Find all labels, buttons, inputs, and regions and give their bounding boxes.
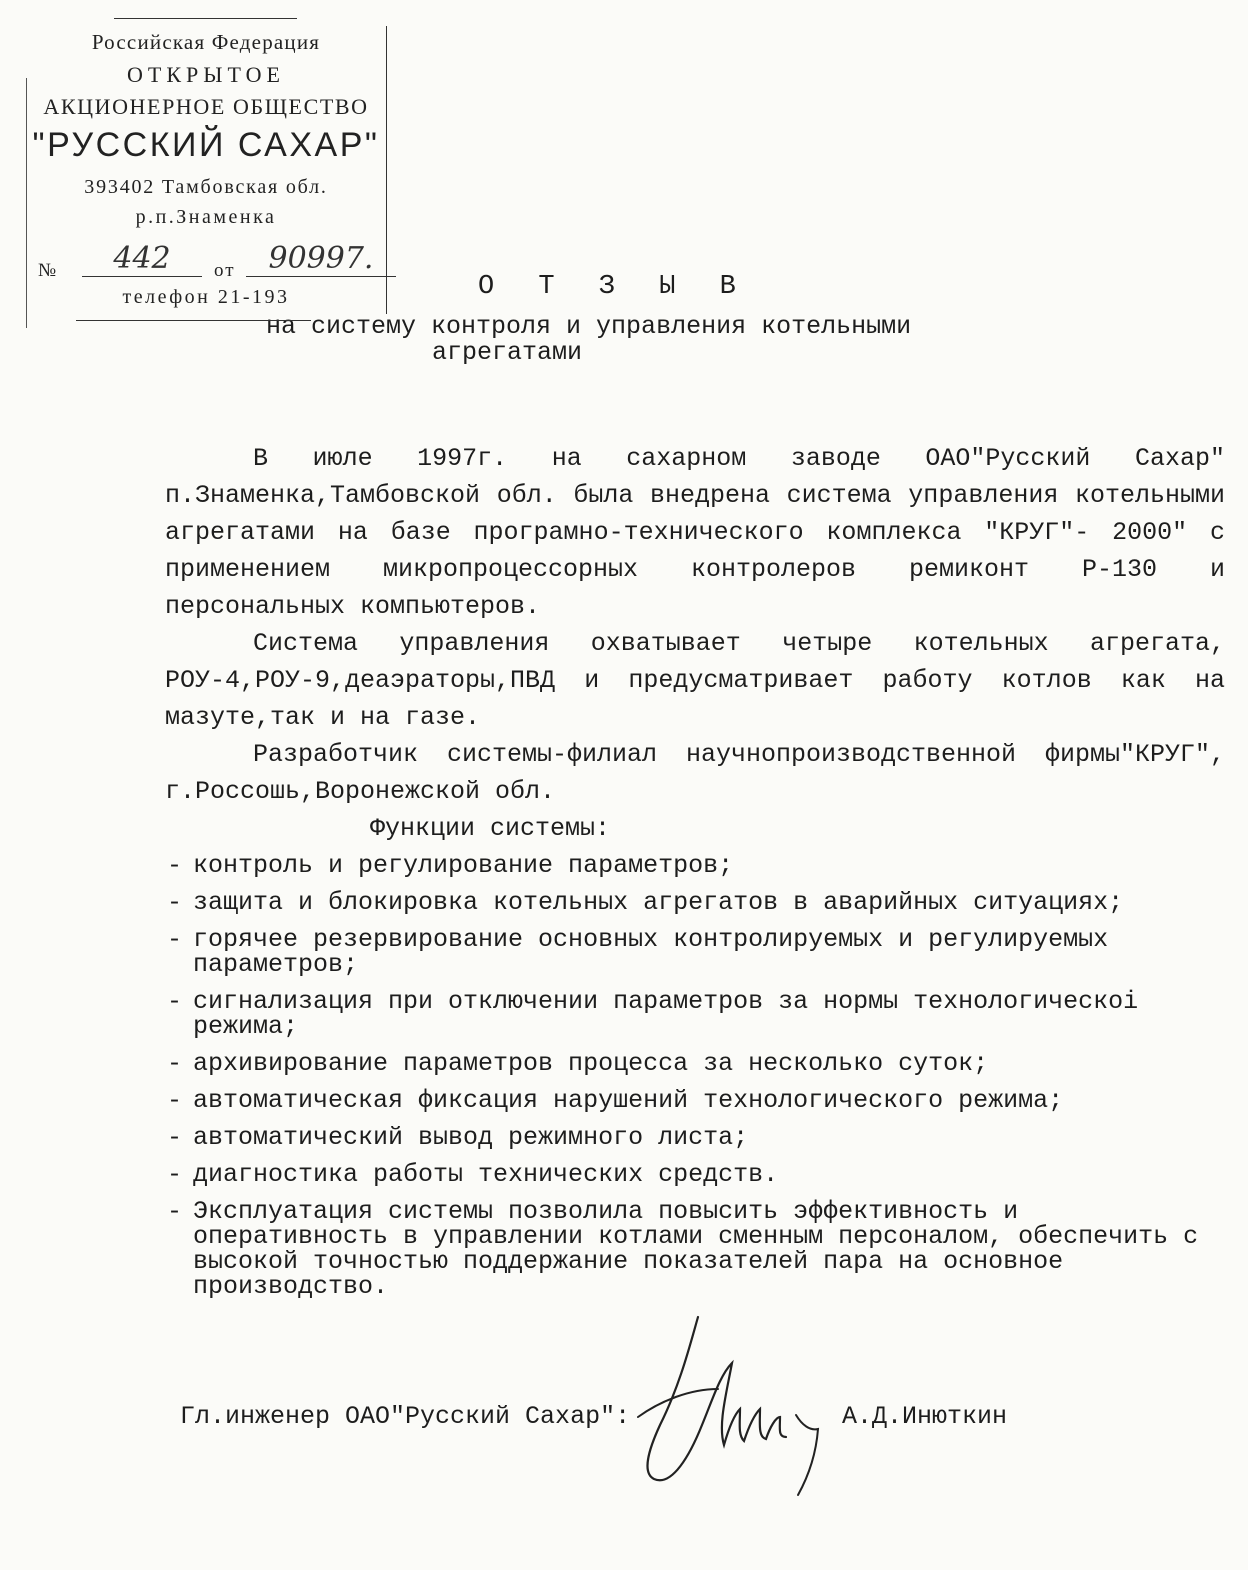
list-item xyxy=(115,1156,1225,1193)
date-value: 90997. xyxy=(246,242,396,277)
stamp-phone: телефон 21-193 xyxy=(122,286,290,308)
signer-title: Гл.инженер ОАО"Русский Сахар": xyxy=(180,1402,631,1431)
document-subtitle xyxy=(260,314,960,366)
stamp-country: Российская Федерация xyxy=(91,30,321,54)
list-bullet: - xyxy=(167,851,183,880)
signer-name: А.Д.Инюткин xyxy=(842,1402,1008,1431)
list-item-text: автоматический вывод режимного листа; xyxy=(193,1123,749,1152)
stamp-org-type-2: АКЦИОНЕРНОЕ ОБЩЕСТВО xyxy=(43,94,369,119)
list-item xyxy=(115,847,1225,884)
paragraph-3: Разработчик системы-филиал научнопроизводственной фирмы"КРУГ", г.Россошь,Воронежской обл. xyxy=(165,740,1225,806)
list-item xyxy=(115,921,1225,983)
stamp-top-rule xyxy=(114,18,297,19)
list-item xyxy=(115,1082,1225,1119)
list-item xyxy=(115,1119,1225,1156)
list-item xyxy=(115,983,1225,1045)
document-title: О Т З Ы В xyxy=(478,272,750,302)
list-item-text: Эксплуатация системы позволила повысить эффективность и оперативность в управлении котлами сменным персоналом, обеспечить с высокой точностью поддержание показателей пара на основное производство. xyxy=(193,1197,1199,1301)
list-bullet: - xyxy=(167,1160,183,1189)
document-body xyxy=(165,440,1225,1305)
list-bullet: - xyxy=(167,1049,183,1078)
functions-list xyxy=(165,847,1225,1305)
list-item-text: горячее резервирование основных контролируемых и регулируемых параметров; xyxy=(193,925,1109,979)
list-item xyxy=(115,1045,1225,1082)
paragraph-1: В июле 1997г. на сахарном заводе ОАО"Русский Сахар" п.Знаменка,Тамбовской обл. была внедрена система управления котельными агрегатами на базе програмно-технического комплекса "КРУГ"- 2000" с применением микропроцессорных контролеров ремиконт Р-130 и персональных компьютеров. xyxy=(165,444,1225,621)
date-label: от xyxy=(214,260,236,281)
list-item-text: контроль и регулирование параметров; xyxy=(193,851,734,880)
stamp-number-row xyxy=(36,241,396,286)
signature-scribble xyxy=(620,1305,850,1505)
stamp-org-name: "РУССКИЙ САХАР" xyxy=(32,126,380,164)
stamp-address-1: 393402 Тамбовская обл. xyxy=(84,176,328,198)
list-item xyxy=(115,884,1225,921)
subtitle-strike-line xyxy=(76,320,311,321)
list-bullet: - xyxy=(167,1197,183,1226)
list-item xyxy=(115,1193,1225,1305)
stamp-address-2: р.п.Знаменка xyxy=(135,206,277,228)
list-bullet: - xyxy=(167,1123,183,1152)
list-item-text: автоматическая фиксация нарушений технологического режима; xyxy=(193,1086,1064,1115)
list-bullet: - xyxy=(167,888,183,917)
list-item-text: архивирование параметров процесса за несколько суток; xyxy=(193,1049,989,1078)
list-item-text: защита и блокировка котельных агрегатов в аварийных ситуациях; xyxy=(193,888,1124,917)
list-item-text: диагностика работы технических средств. xyxy=(193,1160,779,1189)
functions-heading: Функции системы: xyxy=(370,814,611,843)
letterhead-stamp xyxy=(22,18,390,310)
list-bullet: - xyxy=(167,1086,183,1115)
paragraph-2: Система управления охватывает четыре котельных агрегата, РОУ-4,РОУ-9,деаэраторы,ПВД и предусматривает работу котлов как на мазуте,так и на газе. xyxy=(165,629,1225,732)
list-item-text: сигнализация при отключении параметров за нормы технологическоі режима; xyxy=(193,987,1139,1041)
list-bullet: - xyxy=(167,987,183,1016)
subtitle-line-2: агрегатами xyxy=(432,338,583,367)
subtitle-line-1: на систему контроля и управления котельными xyxy=(266,312,912,341)
number-label: № xyxy=(38,260,57,281)
stamp-org-type-1: ОТКРЫТОЕ xyxy=(127,62,285,87)
number-value: 442 xyxy=(82,242,202,277)
list-bullet: - xyxy=(167,925,183,954)
